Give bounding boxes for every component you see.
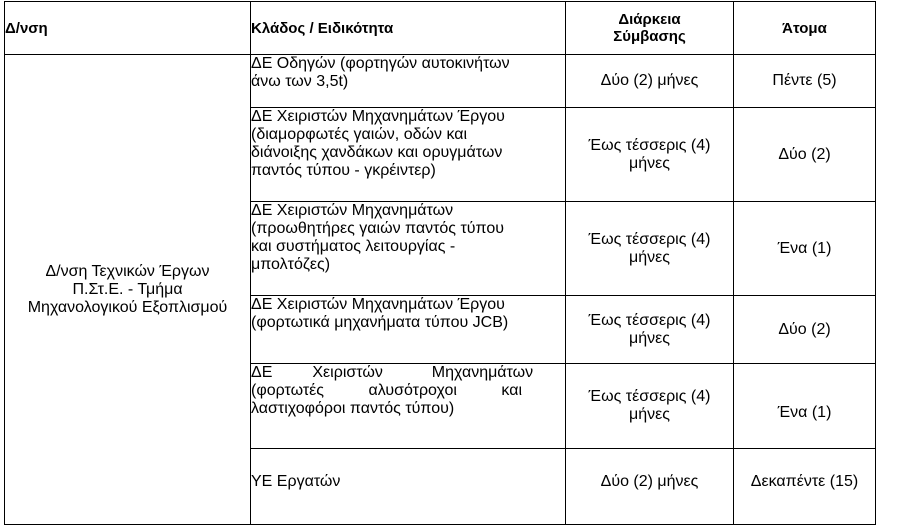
duration-cell — [566, 108, 734, 202]
header-row — [5, 2, 876, 55]
header-specialty: Κλάδος / Ειδικότητα — [251, 2, 566, 55]
duration-line: Έως τέσσερις (4) — [588, 311, 711, 329]
specialty-line: (προωθητήρες γαιών παντός τύπου — [251, 220, 504, 237]
persons-cell: Ένα (1) — [734, 364, 876, 449]
specialty-cell — [251, 449, 566, 525]
specialty-line: ΔΕ Οδηγών (φορτηγών αυτοκινήτων — [251, 55, 510, 72]
specialty-line: μπολτόζες) — [251, 256, 331, 273]
division-line: Δ/νση Τεχνικών Έργων — [45, 262, 210, 280]
specialty-line: διάνοιξης χανδάκων και ορυγμάτων — [251, 144, 503, 161]
duration-line: Έως τέσσερις (4) — [588, 230, 711, 248]
specialty-cell — [251, 296, 566, 364]
header-duration-line2: Σύμβασης — [613, 28, 686, 45]
duration-line: Δύο (2) μήνες — [600, 472, 699, 490]
division-cell — [5, 55, 251, 525]
table-row — [5, 55, 876, 108]
header-duration-line1: Διάρκεια — [618, 11, 681, 28]
header-duration — [566, 2, 734, 55]
header-division: Δ/νση — [5, 2, 251, 55]
persons-cell: Δεκαπέντε (15) — [734, 449, 876, 525]
specialty-line: άνω των 3,5t) — [251, 73, 349, 90]
specialty-cell — [251, 202, 566, 296]
duration-cell — [566, 202, 734, 296]
persons-cell: Δύο (2) — [734, 296, 876, 364]
duration-cell — [566, 449, 734, 525]
persons-cell: Δύο (2) — [734, 108, 876, 202]
division-line: Π.Στ.Ε. - Τμήμα — [72, 280, 183, 298]
duration-cell — [566, 55, 734, 108]
specialty-line: ΥΕ Εργατών — [251, 472, 341, 490]
duration-line: Έως τέσσερις (4) — [588, 136, 711, 154]
duration-cell — [566, 364, 734, 449]
specialty-line: παντός τύπου - γκρέιντερ) — [251, 162, 436, 179]
duration-line: μήνες — [629, 248, 670, 266]
persons-cell: Ένα (1) — [734, 202, 876, 296]
duration-line: Δύο (2) μήνες — [600, 72, 699, 89]
duration-line: μήνες — [629, 154, 670, 172]
specialty-line: ΔΕ Χειριστών Μηχανημάτων Έργου — [251, 108, 505, 125]
persons-cell: Πέντε (5) — [734, 55, 876, 108]
specialty-line: (φορτωτές αλυσότροχοι και — [251, 382, 522, 399]
staff-table — [4, 1, 876, 525]
specialty-line: ΔΕ Χειριστών Μηχανημάτων — [251, 364, 534, 381]
specialty-line: και συστήματος λειτουργίας - — [251, 238, 456, 255]
duration-line: μήνες — [629, 329, 670, 347]
specialty-line: λαστιχοφόροι παντός τύπου) — [251, 400, 455, 417]
specialty-line: ΔΕ Χειριστών Μηχανημάτων — [251, 202, 454, 219]
header-persons: Άτομα — [734, 2, 876, 55]
specialty-line: ΔΕ Χειριστών Μηχανημάτων Έργου — [251, 296, 505, 313]
division-line: Μηχανολογικού Εξοπλισμού — [27, 298, 228, 316]
duration-line: μήνες — [629, 406, 670, 423]
duration-cell — [566, 296, 734, 364]
specialty-cell — [251, 55, 566, 108]
specialty-cell — [251, 108, 566, 202]
specialty-line: (διαμορφωτές γαιών, οδών και — [251, 126, 468, 143]
specialty-line: (φορτωτικά μηχανήματα τύπου JCB) — [251, 314, 509, 331]
duration-line: Έως τέσσερις (4) — [588, 388, 711, 405]
specialty-cell — [251, 364, 566, 449]
